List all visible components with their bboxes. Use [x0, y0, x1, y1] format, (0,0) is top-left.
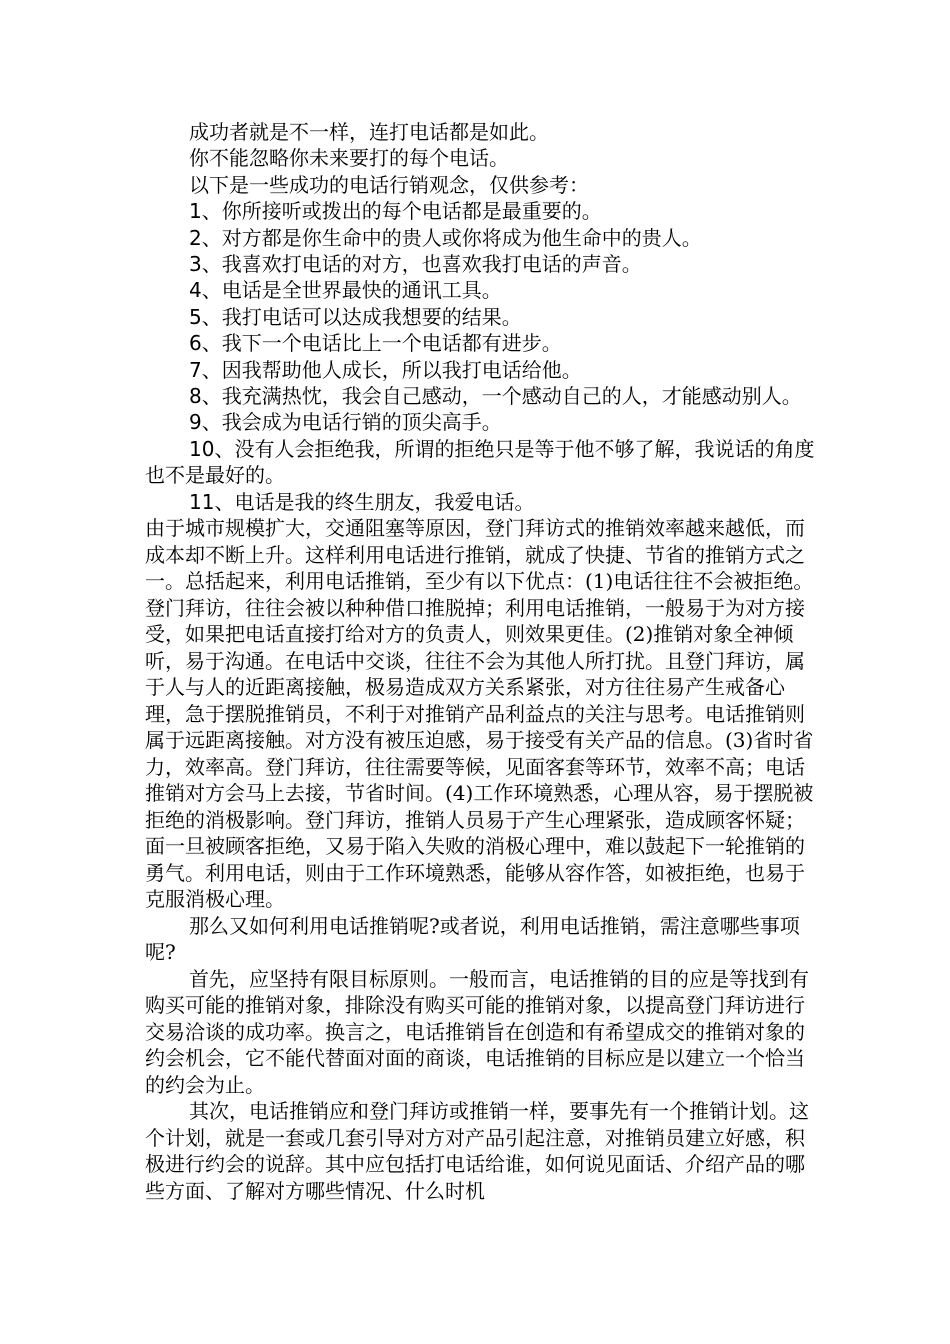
second-principle-paragraph: 其次，电话推销应和登门拜访或推销一样，要事先有一个推销计划。这个计划，就是一套或几套引导对方对产品引起注意，对推销员建立好感，积极进行约会的说辞。其中应包括打电话给谁，如何说见面话、介绍产品的哪些方面、了解对方哪些情况、什么时机 [145, 1099, 809, 1203]
concept-item-6: 6、我下一个电话比上一个电话都有进步。 [189, 331, 562, 356]
first-principle-paragraph: 首先，应坚持有限目标原则。一般而言，电话推销的目的应是等找到有购买可能的推销对象，排除没有购买可能的推销对象，以提高登门拜访进行交易洽谈的成功率。换言之，电话推销旨在创造和有希望成交的推销对象的约会机会，它不能代替面对面的商谈，电话推销的目标应是以建立一个恰当的约会为止。 [145, 966, 809, 1097]
concept-item-11: 11、电话是我的终生朋友，我爱电话。 [189, 489, 535, 514]
concept-item-10: 10、没有人会拒绝我，所谓的拒绝只是等于他不够了解，我说话的角度也不是最好的。 [145, 436, 815, 488]
concept-item-9: 9、我会成为电话行销的顶尖高手。 [189, 410, 502, 435]
concept-item-5: 5、我打电话可以达成我想要的结果。 [189, 304, 522, 329]
advantages-paragraph: 由于城市规模扩大，交通阻塞等原因，登门拜访式的推销效率越来越低，而成本却不断上升。这样利用电话进行推销，就成了快捷、节省的推销方式之一。总括起来，利用电话推销，至少有以下优点：(1)电话往往不会被拒绝。登门拜访，往往会被以种种借口推脱掉；利用电话推销，一般易于为对方接受，如果把电话直接打给对方的负责人，则效果更佳。(2)推销对象全神倾听，易于沟通。在电话中交谈，往往不会为其他人所打扰。且登门拜访，属于人与人的近距离接触，极易造成双方关系紧张，对方往往易产生戒备心理，急于摆脱推销员，不利于对推销产品利益点的关注与思考。电话推销则属于远距离接触。对方没有被压迫感，易于接受有关产品的信息。(3)省时省力，效率高。登门拜访，往往需要等候，见面客套等环节，效率不高；电话推销对方会马上去接，节省时间。(4)工作环境熟悉，心理从容，易于摆脱被拒绝的消极影响。登门拜访，推销人员易于产生心理紧张，造成顾客怀疑；面一旦被顾客拒绝，又易于陷入失败的消极心理中，难以鼓起下一轮推销的勇气。利用电话，则由于工作环境熟悉，能够从容作答，如被拒绝，也易于克服消极心理。 [145, 516, 814, 912]
telemarketing-concepts-section [145, 119, 817, 515]
intro-line-3: 以下是一些成功的电话行销观念，仅供参考： [189, 172, 589, 197]
concept-item-4: 4、电话是全世界最快的通讯工具。 [189, 278, 502, 303]
concept-item-2: 2、对方都是你生命中的贵人或你将成为他生命中的贵人。 [189, 225, 702, 250]
intro-line-1: 成功者就是不一样，连打电话都是如此。 [189, 120, 549, 144]
telephone-sales-section [145, 515, 817, 1204]
question-paragraph: 那么又如何利用电话推销呢?或者说，利用电话推销，需注意哪些事项呢? [145, 913, 800, 965]
document-body [145, 119, 817, 1204]
intro-line-2: 你不能忽略你未来要打的每个电话。 [189, 146, 509, 171]
concept-item-8: 8、我充满热忱，我会自己感动，一个感动自己的人，才能感动别人。 [189, 384, 802, 409]
concept-item-3: 3、我喜欢打电话的对方，也喜欢我打电话的声音。 [189, 252, 642, 277]
concept-item-1: 1、你所接听或拨出的每个电话都是最重要的。 [189, 199, 602, 224]
concept-item-7: 7、因我帮助他人成长，所以我打电话给他。 [189, 357, 582, 382]
